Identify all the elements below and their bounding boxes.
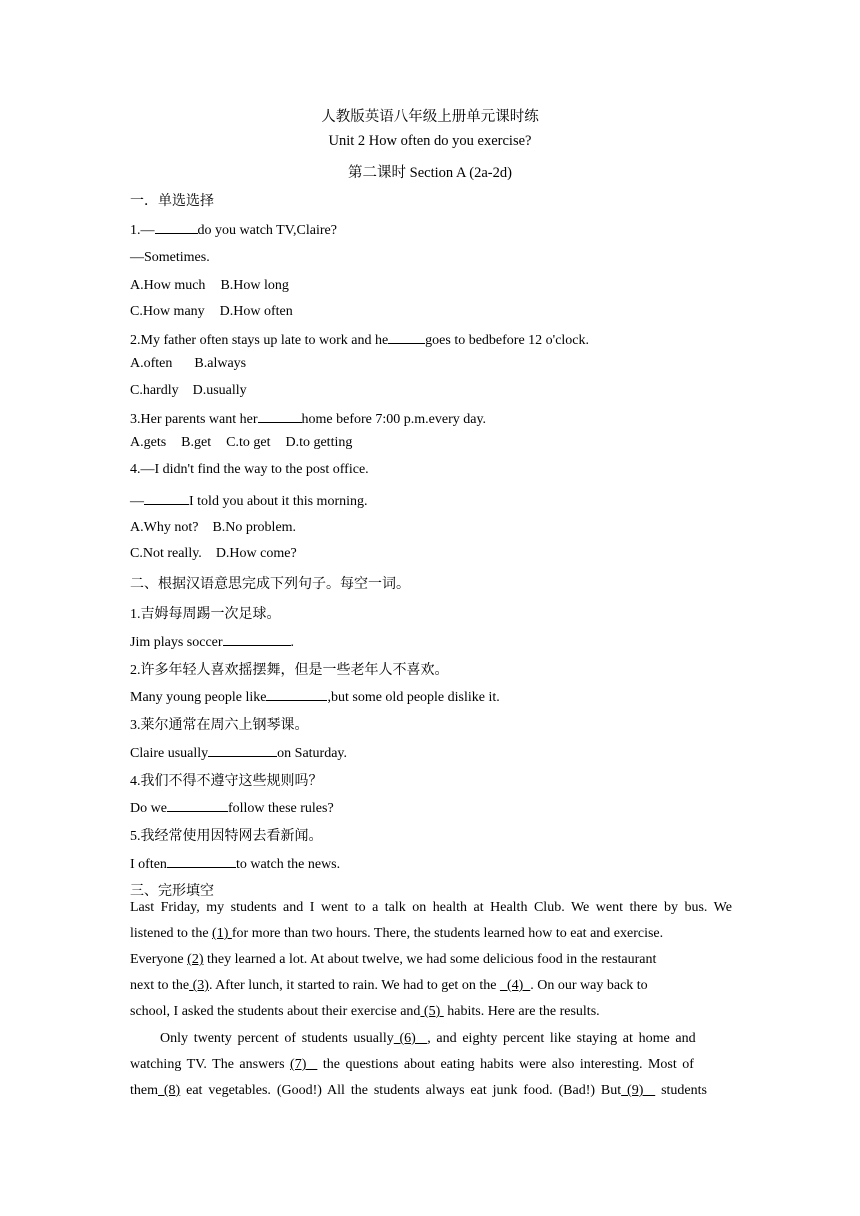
q2-blank [388, 330, 425, 344]
cloze-p1-line3 [130, 952, 732, 968]
q3-option-d: D.to getting [285, 435, 353, 450]
q4-option-b: B.No problem. [212, 520, 297, 535]
q2-options-cd [130, 383, 247, 399]
q2-options-ab [130, 356, 246, 372]
q2-option-a: A.often [130, 356, 173, 371]
cloze-text: they learned a lot. At about twelve, we had some delicious food in the restaurant [203, 952, 657, 967]
q3-options [130, 435, 352, 451]
s2-item5-blank [167, 854, 236, 868]
q4-reply [130, 491, 368, 510]
s2-item3-suffix: on Saturday. [277, 746, 348, 761]
s2-item5-en [130, 854, 340, 873]
q1-prefix: 1.— [130, 223, 155, 238]
cloze-text: eat vegetables. (Good!) All the students always eat junk food. (Bad!) But [180, 1083, 622, 1098]
q4-option-d: D.How come? [215, 546, 297, 561]
cloze-blank-2: (2) [187, 952, 204, 967]
s2-item4-blank [167, 798, 228, 812]
s2-item1-suffix: . [290, 635, 295, 650]
q4-text: I told you about it this morning. [189, 494, 368, 509]
s2-item3-cn: 3.莱尔通常在周六上钢琴课。 [130, 718, 309, 733]
cloze-blank-7: (7) [290, 1057, 318, 1072]
s2-item4-suffix: follow these rules? [227, 801, 334, 816]
cloze-p2-line3 [130, 1083, 732, 1099]
cloze-blank-5: (5) [420, 1004, 444, 1019]
cloze-text: habits. Here are the results. [443, 1004, 600, 1019]
cloze-text: Only twenty percent of students usually [160, 1031, 394, 1046]
q2-option-c: C.hardly [130, 383, 179, 398]
s2-item3-en [130, 743, 347, 762]
cloze-blank-3: (3) [189, 978, 209, 993]
s2-item3-prefix: Claire usually [130, 746, 209, 761]
q4-blank [144, 491, 189, 505]
s2-item4-prefix: Do we [130, 801, 167, 816]
cloze-text: next to the [130, 978, 190, 993]
q1-reply: —Sometimes. [130, 250, 210, 265]
q2-stem [130, 330, 589, 349]
cloze-text: students [655, 1083, 707, 1098]
q1-blank [155, 220, 198, 234]
q3-option-b: B.get [181, 435, 212, 450]
lesson-title: 第二课时 Section A (2a-2d) [348, 165, 512, 181]
q2-option-b: B.always [194, 356, 247, 371]
cloze-blank-6: (6) [393, 1031, 428, 1046]
q3-text: home before 7:00 p.m.every day. [301, 412, 487, 427]
q1-options-ab [130, 278, 289, 294]
cloze-text: school, I asked the students about their exercise and [130, 1004, 421, 1019]
cloze-text: . After lunch, it started to rain. We had to get on the [208, 978, 500, 993]
s2-item5-prefix: I often [130, 857, 167, 872]
q1-option-d: D.How often [219, 304, 293, 319]
q1-option-b: B.How long [220, 278, 289, 293]
q2-prefix: 2.My father often stays up late to work and he [130, 333, 389, 348]
cloze-blank-8: (8) [158, 1083, 181, 1098]
s2-item1-prefix: Jim plays soccer [130, 635, 223, 650]
q2-text: goes to bedbefore 12 o'clock. [425, 333, 590, 348]
cloze-p1-line1: Last Friday, my students and I went to a talk on health at Health Club. We went there by bus. We [130, 900, 732, 915]
cloze-text: them [130, 1083, 158, 1098]
cloze-p1-line5 [130, 1004, 732, 1020]
cloze-text: , and eighty percent like staying at home and [427, 1031, 696, 1046]
q1-text: do you watch TV,Claire? [197, 223, 337, 238]
q1-options-cd [130, 304, 293, 320]
q3-blank [258, 409, 302, 423]
q2-option-d: D.usually [192, 383, 247, 398]
q4-options-ab [130, 520, 296, 536]
q4-option-a: A.Why not? [130, 520, 199, 535]
s2-item2-prefix: Many young people like [130, 690, 267, 705]
cloze-text: Everyone [130, 952, 184, 967]
s2-item4-cn: 4.我们不得不遵守这些规则吗？ [130, 774, 323, 789]
s2-item4-en [130, 798, 334, 817]
q3-option-c: C.to get [226, 435, 271, 450]
cloze-p2-line2 [130, 1057, 732, 1073]
cloze-text: watching TV. The answers [130, 1057, 291, 1072]
cloze-blank-4: (4) [499, 978, 531, 993]
s2-item5-suffix: to watch the news. [235, 857, 341, 872]
cloze-blank-9: (9) [621, 1083, 656, 1098]
cloze-text: the questions about eating habits were also interesting. Most of [317, 1057, 694, 1072]
cloze-p1-line2 [130, 926, 732, 942]
document-title: 人教版英语八年级上册单元课时练 [321, 109, 539, 125]
q3-stem [130, 409, 486, 428]
cloze-text: for more than two hours. There, the students learned how to eat and exercise. [231, 926, 664, 941]
s2-item2-cn: 2.许多年轻人喜欢摇摆舞，但是一些老年人不喜欢。 [130, 663, 449, 678]
section3-heading: 三、完形填空 [130, 884, 214, 899]
s2-item2-suffix: ,but some old people dislike it. [327, 690, 500, 705]
q3-option-a: A.gets [130, 435, 167, 450]
s2-item3-blank [208, 743, 277, 757]
s2-item1-en [130, 632, 294, 651]
q1-option-c: C.How many [130, 304, 205, 319]
unit-title: Unit 2 How often do you exercise? [328, 133, 532, 149]
q1-option-a: A.How much [130, 278, 206, 293]
cloze-blank-1: (1) [212, 926, 232, 941]
section1-heading: 一．单选选择 [130, 194, 214, 209]
s2-item5-cn: 5.我经常使用因特网去看新闻。 [130, 829, 323, 844]
q4-prefix: — [130, 494, 144, 509]
q4-options-cd [130, 546, 297, 562]
section2-heading: 二、根据汉语意思完成下列句子。每空一词。 [130, 577, 410, 592]
cloze-text: listened to the [130, 926, 209, 941]
s2-item2-en [130, 687, 500, 706]
cloze-p1-line4 [130, 978, 732, 994]
q1-stem [130, 220, 337, 239]
q4-stem: 4.—I didn't find the way to the post office. [130, 462, 369, 477]
s2-item2-blank [266, 687, 327, 701]
s2-item1-blank [223, 632, 291, 646]
cloze-text: . On our way back to [530, 978, 648, 993]
q3-prefix: 3.Her parents want her [130, 412, 258, 427]
cloze-p2-line1 [160, 1031, 732, 1047]
q4-option-c: C.Not really. [130, 546, 202, 561]
s2-item1-cn: 1.吉姆每周踢一次足球。 [130, 607, 281, 622]
